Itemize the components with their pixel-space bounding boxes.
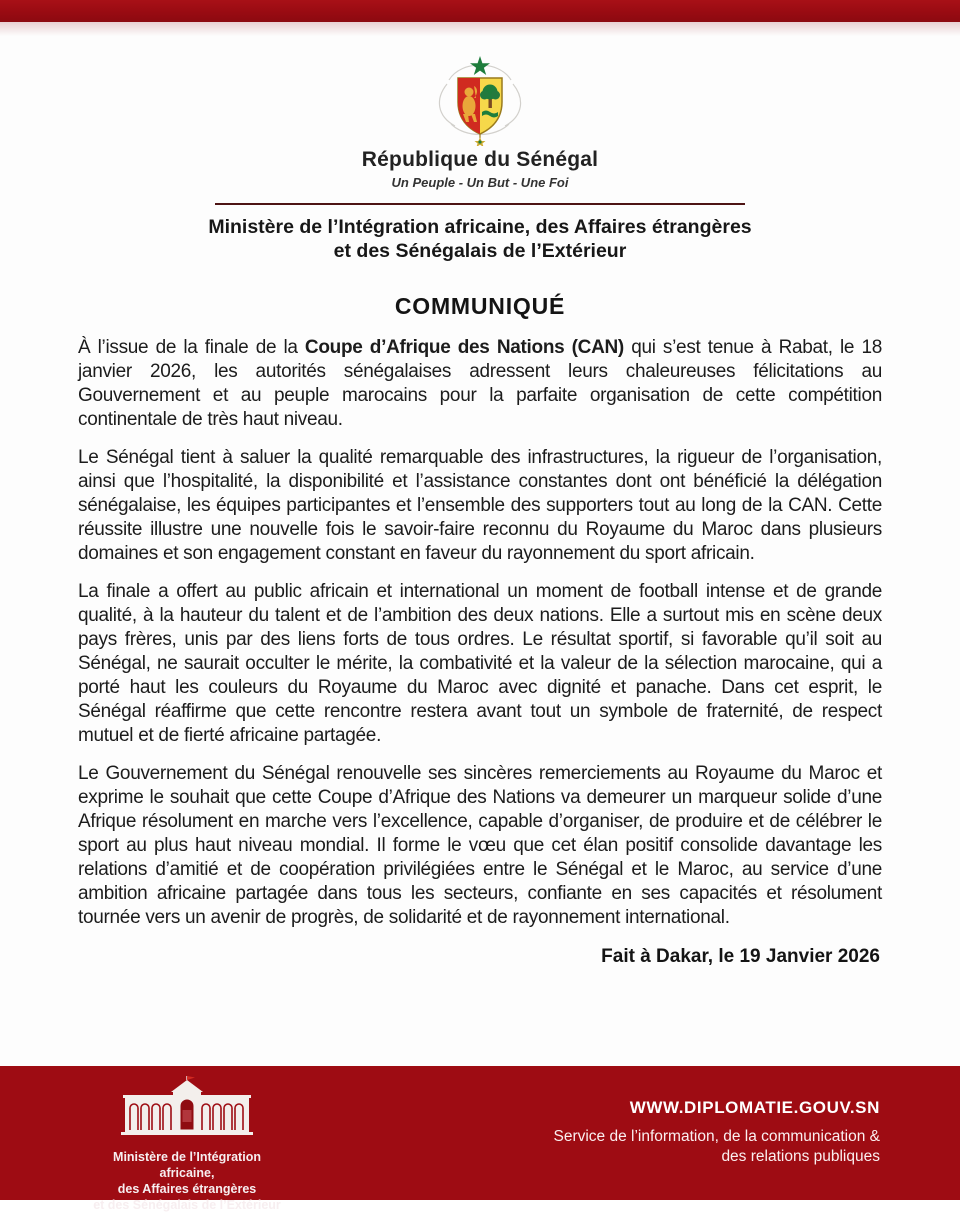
- footer-website: WWW.DIPLOMATIE.GOUV.SN: [629, 1098, 880, 1117]
- ministry-building-icon: [117, 1076, 257, 1140]
- footer-ministry-block: [92, 1076, 282, 1213]
- communique-body: [78, 336, 882, 930]
- header-divider: [215, 203, 745, 205]
- footer-service-line2: des relations publiques: [721, 1148, 880, 1165]
- p1-bold-can: Coupe d’Afrique des Nations (CAN): [304, 337, 624, 358]
- footer-band: [0, 1066, 960, 1212]
- p1-text-before: À l’issue de la finale de la: [78, 337, 305, 358]
- country-name: République du Sénégal: [361, 148, 599, 171]
- dateline: Fait à Dakar, le 19 Janvier 2026: [601, 946, 880, 967]
- ministry-name-line2: et des Sénégalais de l’Extérieur: [333, 240, 627, 262]
- paragraph-3: La finale a offert au public africain et international un moment de football intense et de grande qualité, à la hauteur du talent et de l’ambition des deux nations. Elle a surtout mis en scène deux pays frères, unis par des liens forts de tous ordres. Le résultat sportif, si favorable qu’il soit au Sénégal, ne saurait occulter le mérite, la combativité et la valeur de la sélection marocaine, qui a porté haut les couleurs du Royaume du Maroc avec dignité et panache. Dans cet esprit, le Sénégal réaffirme que cette rencontre restera avant tout un symbole de fraternité, de respect mutuel et de fierté africaine partagée.: [78, 581, 882, 746]
- paragraph-4: Le Gouvernement du Sénégal renouvelle ses sincères remerciements au Royaume du Maroc et exprime le souhait que cette Coupe d’Afrique des Nations va demeurer un marqueur solide d’une Afrique résolument en marche vers l’excellence, capable d’organiser, de produire et de célébrer le sport au plus haut niveau mondial. Il forme le vœu que cet élan positif consolide davantage les relations d’amitié et de coopération privilégiées entre le Sénégal et le Maroc, au service d’une ambition africaine partagée dans tous les secteurs, confiante en ses capacités et résolument tournée vers un avenir de progrès, de solidarité et de rayonnement international.: [78, 763, 882, 928]
- footer-contact-block: [553, 1098, 880, 1167]
- footer-ministry-name: [92, 1149, 282, 1213]
- ministry-name: [0, 215, 960, 263]
- footer-ministry-line1: Ministère de l’Intégration africaine,: [113, 1150, 261, 1180]
- coat-of-arms: [0, 54, 960, 146]
- document-header: [0, 54, 960, 263]
- footer-service: [553, 1127, 880, 1167]
- paragraph-1: [78, 336, 882, 432]
- flag-icon: [187, 1076, 195, 1080]
- senegal-crest-icon: [425, 54, 535, 146]
- top-band-shadow: [0, 22, 960, 36]
- footer-ministry-line2: des Affaires étrangères: [117, 1182, 257, 1196]
- footer-ministry-line3: et des Sénégalais de l’Extérieur: [93, 1198, 281, 1212]
- p1-text-after: qui s’est tenue à Rabat, le 18 janvier 2026, les autorités sénégalaises adressent leurs chaleureuses félicitations au Gouvernement et au peuple marocains pour la parfaite organisation de cette compétition continentale de très haut niveau.: [78, 337, 882, 430]
- ministry-name-line1: Ministère de l’Intégration africaine, des Affaires étrangères: [208, 216, 752, 238]
- communique-title: COMMUNIQUÉ: [394, 293, 566, 319]
- paragraph-2: Le Sénégal tient à saluer la qualité remarquable des infrastructures, la rigueur de l’organisation, ainsi que l’hospitalité, la disponibilité et l’assistance constantes dont ont bénéficié la délégation sénégalaise, les équipes participantes et l’ensemble des supporters tout au long de la CAN. Cette réussite illustre une nouvelle fois le savoir-faire reconnu du Royaume du Maroc dans plusieurs domaines et son engagement constant en faveur du rayonnement du sport africain.: [78, 447, 882, 564]
- footer-service-line1: Service de l’information, de la communication &: [553, 1128, 880, 1145]
- national-motto: Un Peuple - Un But - Une Foi: [391, 175, 569, 190]
- top-red-band: [0, 0, 960, 22]
